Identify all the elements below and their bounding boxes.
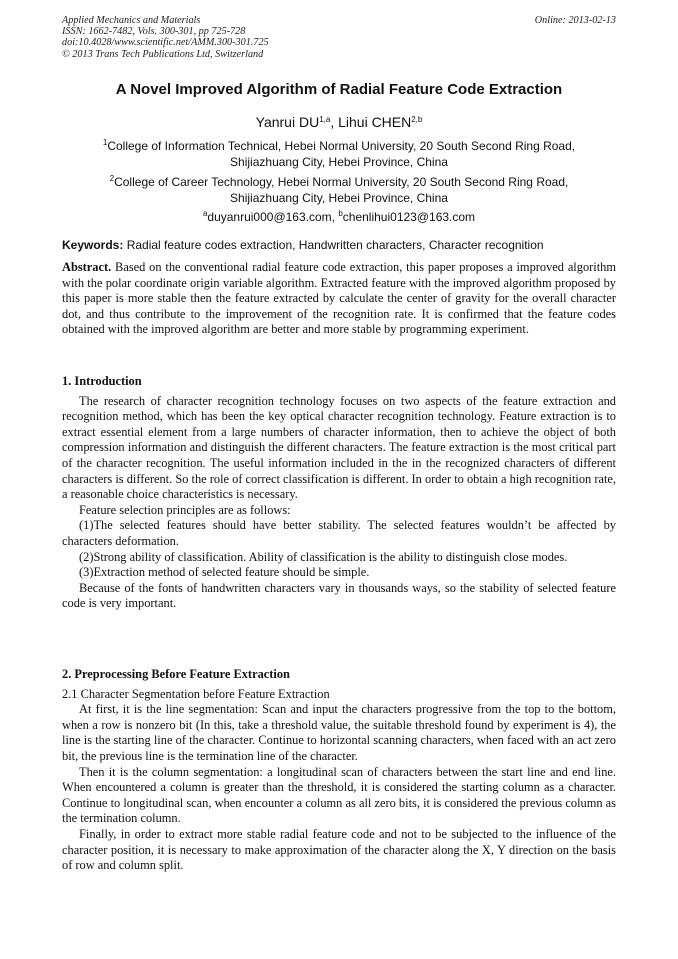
- affiliation-1-line-1: [62, 138, 616, 154]
- affiliation-1: [62, 138, 616, 170]
- section-introduction: [62, 374, 616, 612]
- copyright-line: © 2013 Trans Tech Publications Ltd, Switzerland: [62, 48, 264, 60]
- issn-line: ISSN: 1662-7482, Vols. 300-301, pp 725-728: [62, 26, 246, 38]
- affiliation-2-line-1: [62, 174, 616, 190]
- email-line: [62, 209, 616, 225]
- email-separator: ,: [331, 210, 339, 224]
- abstract-text: Based on the conventional radial feature code extraction, this paper proposes a improved algorithm with the polar coordinate origin variable algorithm. Extracted feature with the improved algorithm proposed by this paper is more stable then the feature extracted by calculate the center of gravity for the overall character dot, and thus contribute to the improvement of the recognition rate. It is confirmed that the feature codes obtained with the improved algorithm are better and more stable by programming experiment.: [62, 260, 616, 337]
- section-2-paragraph-2: Then it is the column segmentation: a longitudinal scan of characters between the start line and end line. When encountered a column is greater than the threshold, it is considered the starting column as a character. Continue to longitudinal scan, when encounter a column as all zero bits, it is considered the previous column as the termination column.: [62, 764, 616, 826]
- author-1-sup: 1,a: [319, 115, 331, 124]
- abstract-label: Abstract.: [62, 260, 112, 274]
- section-1-paragraph-2: Feature selection principles are as follows:: [79, 502, 291, 517]
- doi-line: doi:10.4028/www.scientific.net/AMM.300-301.725: [62, 37, 269, 49]
- abstract-paragraph: [62, 260, 616, 338]
- journal-header: [62, 15, 616, 60]
- affiliation-2: [62, 174, 616, 206]
- section-1-paragraph-5: (3)Extraction method of selected feature should be simple.: [79, 565, 370, 580]
- section-2-paragraph-3: Finally, in order to extract more stable radial feature code and not to be subjected to the influence of the character position, it is necessary to make approximation of the character along the X, Y direction on the basis of row and column split.: [62, 826, 616, 873]
- keywords-label: Keywords:: [62, 238, 124, 252]
- author-1-name: Yanrui DU: [255, 114, 320, 130]
- email-a: duyanrui000@163.com: [207, 210, 332, 224]
- email-b: chenlihui0123@163.com: [342, 210, 476, 224]
- section-1-paragraph-1: The research of character recognition technology focuses on two aspects of the feature extraction and recognition method, which has been the key optical character recognition technology. Feature extraction is to extract essential element from a large numbers of character information, then to achieve the object of both compression information and distinguish the different characters. The feature extraction is the most critical part of the character recognition. The useful information included in the in the recognized characters of different characters is different. So the role of correct classification is different. In order to obtain a high recognition rate, a reasonable choice characteristics is necessary.: [62, 393, 616, 502]
- section-1-paragraph-6: Because of the fonts of handwritten characters vary in thousands ways, so the stability of selected feature code is very important.: [62, 580, 616, 611]
- paper-title: A Novel Improved Algorithm of Radial Feature Code Extraction: [115, 81, 563, 98]
- section-1-heading: 1. Introduction: [62, 374, 142, 388]
- affiliation-1-text-1: College of Information Technical, Hebei Normal University, 20 South Second Ring Road,: [107, 139, 576, 153]
- affiliation-2-text-1: College of Career Technology, Hebei Normal University, 20 South Second Ring Road,: [114, 175, 569, 189]
- keywords-text: Radial feature codes extraction, Handwritten characters, Character recognition: [123, 238, 544, 252]
- email-b-sup: b: [338, 209, 343, 218]
- email-a-sup: a: [202, 209, 208, 218]
- author-2-sup: 2,b: [411, 115, 423, 124]
- abstract: [62, 260, 616, 338]
- affiliation-2-sup: 2: [109, 174, 115, 183]
- section-1-paragraph-4: (2)Strong ability of classification. Ability of classification is the ability to distinguish close modes.: [79, 549, 568, 564]
- author-2-name: Lihui CHEN: [338, 114, 412, 130]
- section-1-paragraph-3: (1)The selected features should have better stability. The selected features wouldn’t be affected by characters deformation.: [62, 518, 616, 548]
- journal-name: Applied Mechanics and Materials: [62, 15, 201, 26]
- author-line: [62, 114, 616, 131]
- keywords: [62, 237, 616, 253]
- affiliation-1-sup: 1: [102, 138, 108, 147]
- section-preprocessing: [62, 667, 616, 874]
- section-2-heading: 2. Preprocessing Before Feature Extraction: [62, 667, 290, 681]
- online-date: Online: 2013-02-13: [534, 15, 616, 26]
- section-2-paragraph-1: At first, it is the line segmentation: Scan and input the characters progressive from the top to the bottom, when a row is nonzero bit (In this, take a threshold value, the suitable threshold found by experiment is 4), the line is the starting line of the character. Continue to horizontal scanning characters, when faced with an act zero bit, the previous line is the termination line of the character.: [62, 702, 616, 763]
- author-separator: ,: [330, 114, 339, 130]
- affiliation-2-line-2: Shijiazhuang City, Hebei Province, China: [230, 191, 448, 205]
- affiliation-1-line-2: Shijiazhuang City, Hebei Province, China: [230, 155, 448, 169]
- section-2-subheading: 2.1 Character Segmentation before Feature Extraction: [62, 686, 330, 701]
